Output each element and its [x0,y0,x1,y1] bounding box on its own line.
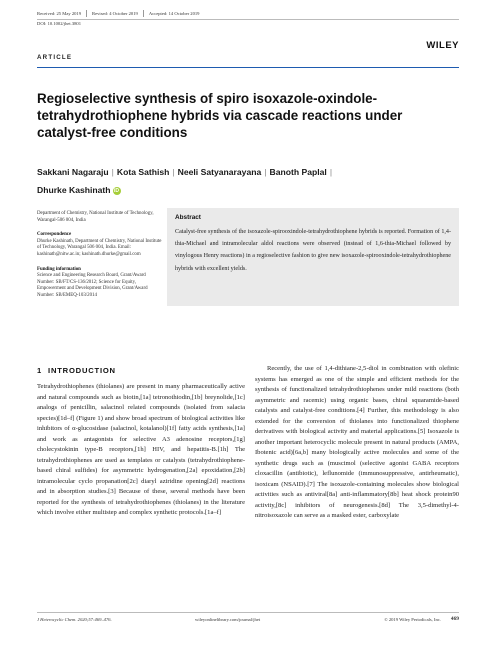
author-name: Dhurke Kashinath [37,185,111,195]
orcid-icon[interactable]: iD [114,188,120,194]
section-heading [37,366,116,375]
article-title: Regioselective synthesis of spiro isoxazole-oxindole-tetrahydrothiophene hybrids via cascade reactions under catalyst-free conditions [37,91,403,140]
page-number: 469 [450,616,459,622]
author-name: Kota Sathish [116,167,170,177]
author-name: Sakkani Nagaraju [37,167,109,177]
abstract-box [167,208,459,306]
author-name: Banoth Paplal [269,167,327,177]
article-type: ARTICLE [37,54,73,61]
copyright: © 2019 Wiley Periodicals, Inc. [384,617,441,622]
section-number: 1 [37,366,43,375]
footer-divider [37,612,459,613]
author-name: Neeli Satyanarayana [177,167,262,177]
funding-text: Science and Engineering Research Board, Grant/Award Number: SB/FT/CS-136/2012; Science for Equity, Empowerment and Development Division, Grant/Award Number: SB/EMEQ-103/2014 [37,273,148,298]
author-list: Sakkani Nagaraju | Kota Sathish | Neeli Satyanarayana | Banoth Paplal | Dhurke Kashinath iD [37,167,333,195]
received-date: Received: 25 May 2019 [37,10,87,17]
correspondence-heading: Correspondence [37,232,72,238]
article-metadata [37,211,162,300]
journal-link[interactable]: wileyonlinelibrary.com/journal/jhet [195,617,261,622]
revised-date: Revised: 4 October 2019 [92,10,144,17]
body-paragraph: Tetrahydrothiophenes (thiolanes) are present in many pharmaceutically active and natural compounds such as biotin,[1a] tetronothiodin,[1b] breynolide,[1c] analogs of penicillin, salacinol related compounds (isolated from salacia species)[1d–f] (Figure 1) and show broad spectrum of biological activities like inhibitors of α-glucosidase (salacinol, kotalanol)[1f] fatty acids synthesis,[1a] and work as antagonists for selective A3 adenosine receptors,[1g] cholecystokinin type-B receptors,[1h] HIV, and hepatitis-B.[1h] The tetrahydrothiophenes are used as templates or catalysts (tetrahydrothiophene-based chiral sulfides) for asymmetric hydrogenation,[2a] epoxidation,[2b] intramolecular cyclo propanation[2c] diaryl aziridine opening[2d] reactions and in absorption studies.[3] Because of these, several methods have been reported for the synthesis of tetrahydrothiophenes (thiolanes) in the literature which involve either multistep and complex synthetic protocols.[1a–f] [37,383,245,516]
funding-heading: Funding information [37,266,81,272]
body-paragraph: Recently, the use of 1,4-dithiane-2,5-diol in combination with olefinic systems has emerged as one of the simple and efficient methods for the synthesis of functionalized tetrahydrothiophenes under mild reactions (both asymmetric and racemic) using organic bases, chiral squaramide-based catalysts and catalyst-free conditions.[4] Further, this methodology is also extended for the conversion of thiolanes into functionalized thiophene derivatives with biological activity and material applications.[5] Isoxazole is another important heterocyclic molecule present in natural products (AMPA, Ibotenic acid)[6a,b] many biologically active molecules and some of the synthetic drugs such as (muscimol (selective agonist GABA receptors cloxacillin (antibiotic), leflunomide (immunosuppressive, antirheumatic), isoxicam (NSAID).[7] The isoxazole-containing molecules show biological activities such as antiviral[8a] anti-inflammatory[8b] heat shock protein90 activity,[8c] inhibitors of neurogenesis.[8d] The 3,5-dimethyl-4-nitroisoxazole can serve as a masked ester, carboxylate [255,365,459,519]
header-divider [37,19,459,20]
dates-row [37,10,459,17]
section-divider [37,67,459,68]
publisher-logo: WILEY [426,40,459,51]
affiliation: Department of Chemistry, National Institute of Technology, Warangal-506 004, India [37,211,154,223]
section-title: INTRODUCTION [48,366,116,375]
journal-citation: J Heterocyclic Chem. 2020;57:469–476. [37,617,112,622]
correspondence-text: Dhurke Kashinath, Department of Chemistry, National Institute of Technology, Warangal 506 004, India. Email: kashinath@nitw.ac.in; kashinath.dhurke@gmail.com [37,238,162,257]
doi[interactable]: DOI: 10.1002/jhet.3801 [37,21,82,26]
body-column-right [255,364,459,522]
article-history [37,10,459,40]
abstract-text: Catalyst-free synthesis of the isoxazole-spirooxindole-tetrahydrothiophene hybrids is reported. Formation of 1,4-thia-Michael and intramolecular aldol reactions were observed (instead of 1,6-thia-Michael followed by vinylogous Henry reactions) in a regioselective fashion to give new isoxazole-spirooxindole-tetrahydrothiophene hybrids with excellent yields. [175,229,451,272]
body-column-left [37,382,245,519]
abstract-heading: Abstract [175,214,201,221]
accepted-date: Accepted: 14 October 2019 [148,11,200,16]
